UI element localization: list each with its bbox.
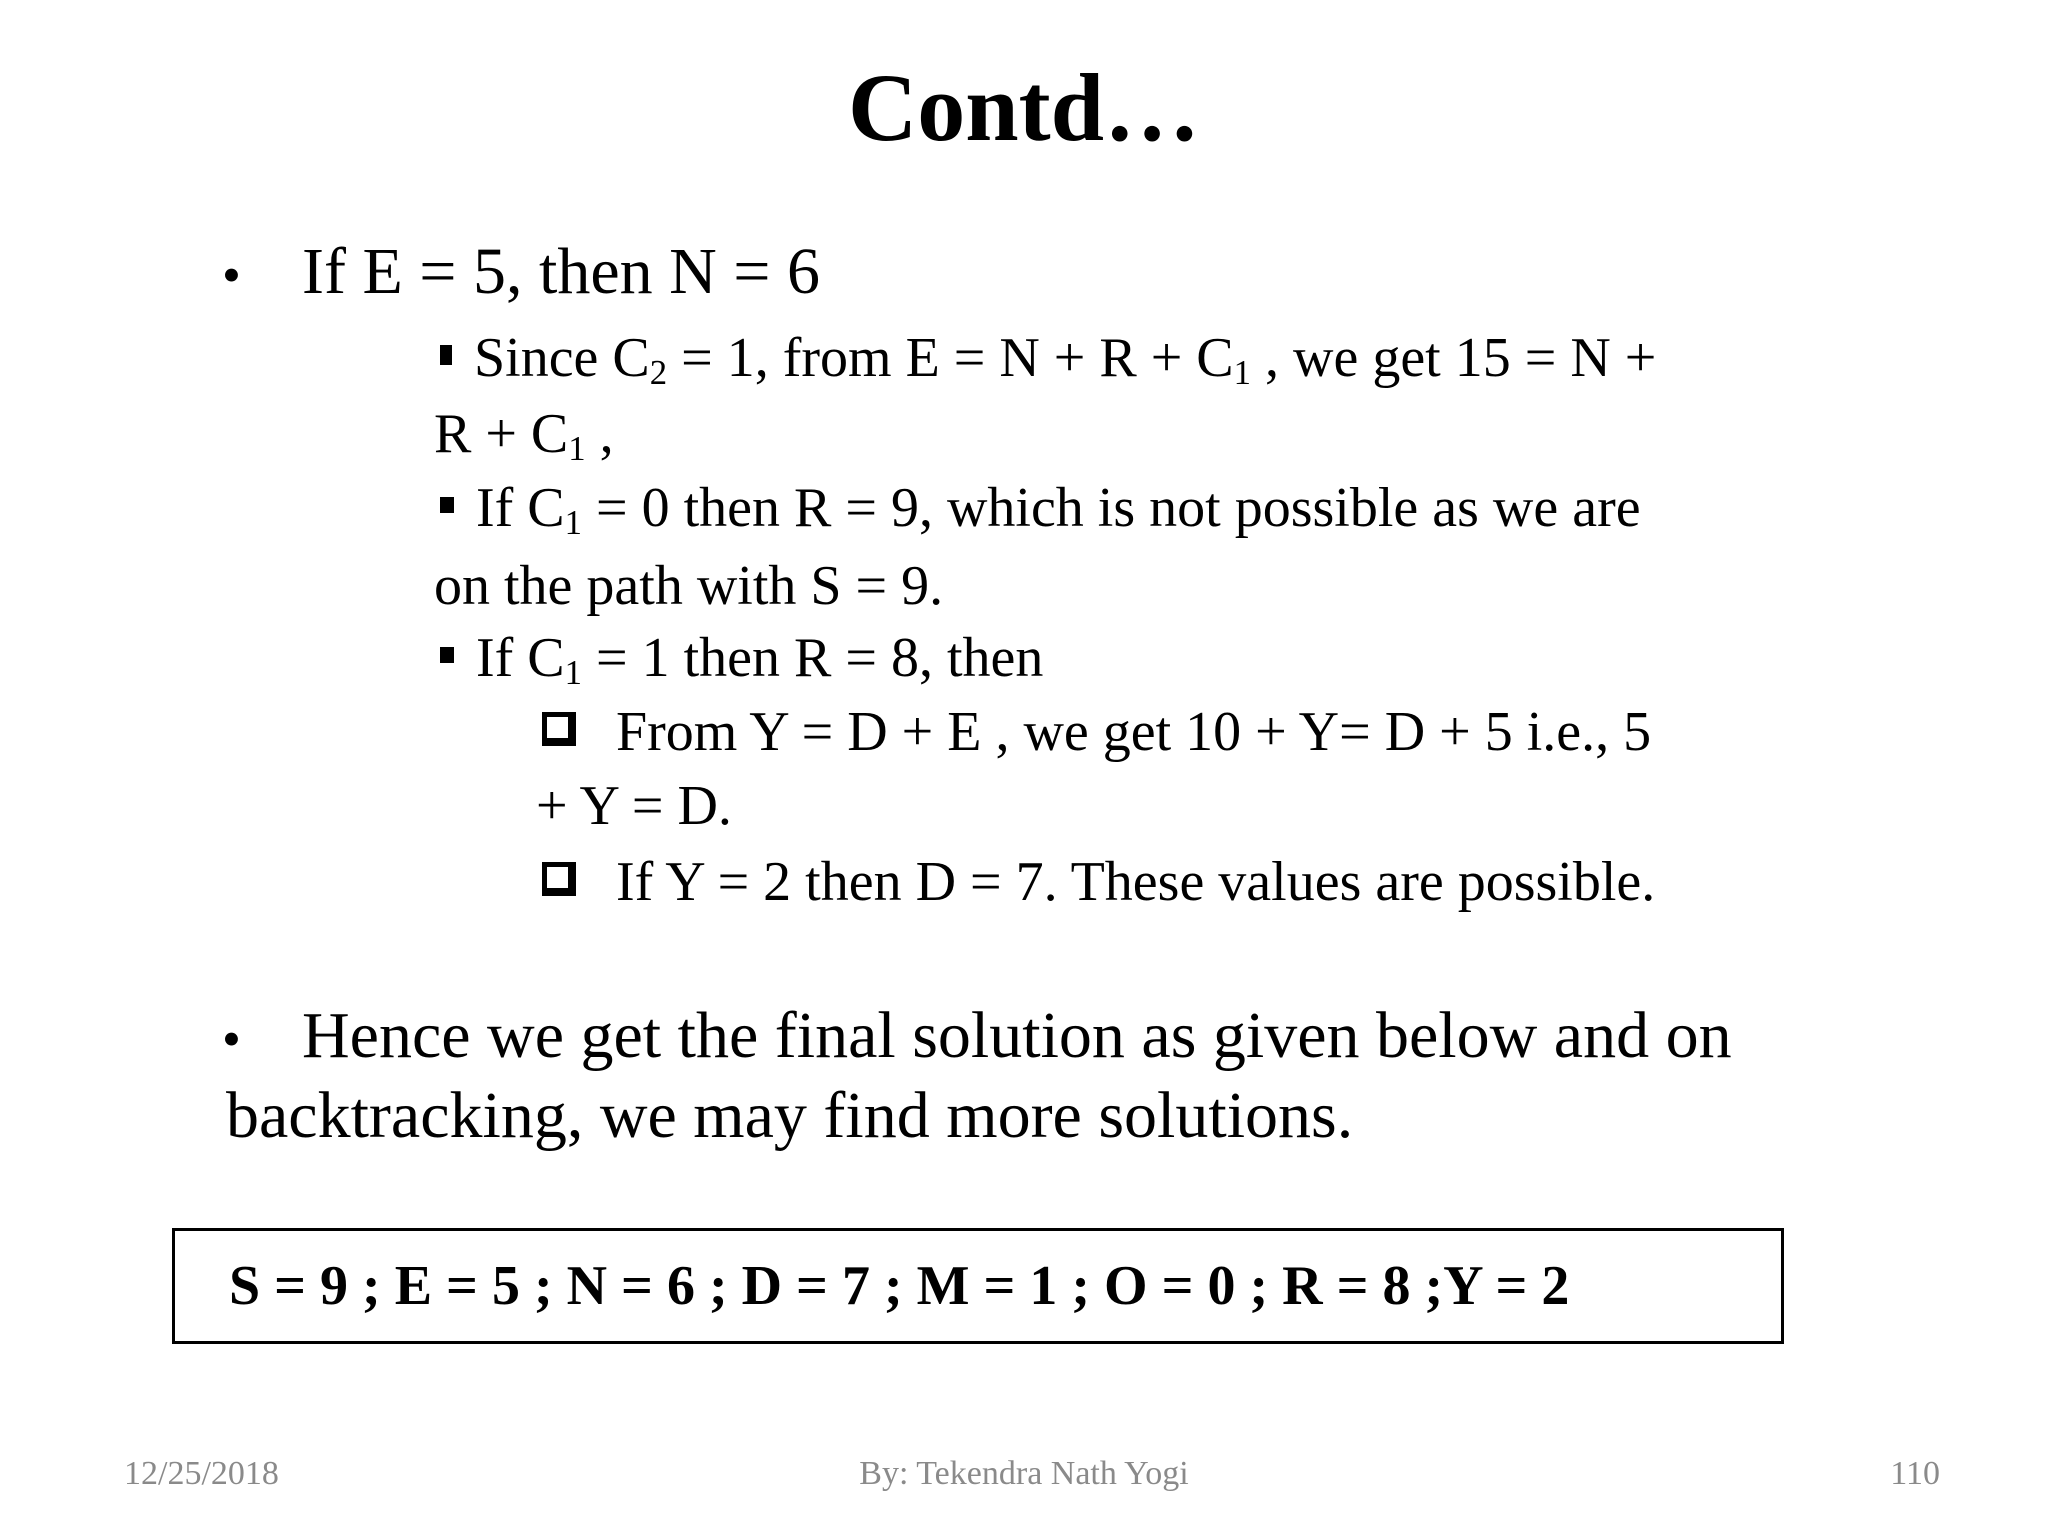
substep-from-y-line1: From Y = D + E , we get 10 + Y= D + 5 i.e., 5 — [542, 696, 1651, 768]
bullet-dot: • — [222, 1009, 241, 1069]
footer-page-number: 110 — [1890, 1455, 1940, 1492]
step-c1-zero-line1: If $C_1 = 0$ then R = 9, which is not possible as we are — [440, 472, 1641, 544]
step-since-line2: $R + C_1$ , — [434, 403, 614, 468]
solution-text: S = 9 ; E = 5 ; N = 6 ; D = 7 ; M = 1 ; O = 0 ; R = 8 ;Y = 2 — [229, 1255, 1570, 1317]
slide-title: Contd… — [847, 54, 1201, 161]
checkbox-bullet-icon — [542, 862, 576, 896]
substep-if-y: If Y = 2 then D = 7. These values are possible. — [542, 846, 1655, 918]
solution-box — [172, 1228, 1784, 1344]
step-c1-zero-line2: on the path with S = 9. — [434, 555, 944, 617]
bullet-dot: • — [222, 245, 241, 305]
step-c1-one: If $C_1 = 1$ then R = 8, then — [440, 622, 1043, 694]
footer-date: 12/25/2018 — [124, 1455, 279, 1492]
conclusion-line2: backtracking, we may find more solutions. — [226, 1079, 1354, 1152]
square-bullet-icon — [440, 345, 452, 365]
substep-from-y-line2: + Y = D. — [536, 775, 732, 837]
checkbox-bullet-icon — [542, 712, 576, 746]
footer-author: By: Tekendra Nath Yogi — [859, 1455, 1189, 1492]
case-bullet-point — [222, 232, 820, 315]
square-bullet-icon — [440, 497, 454, 513]
case-text: If E = 5, then N = 6 — [302, 235, 821, 308]
step-since-line1: Since $C_2 = 1$, from $E = N + R + C_1$ , we get 15 = N + — [440, 322, 1656, 394]
conclusion-line1: • Hence we get the final solution as given below and on — [222, 996, 1732, 1079]
square-bullet-icon — [440, 647, 454, 663]
